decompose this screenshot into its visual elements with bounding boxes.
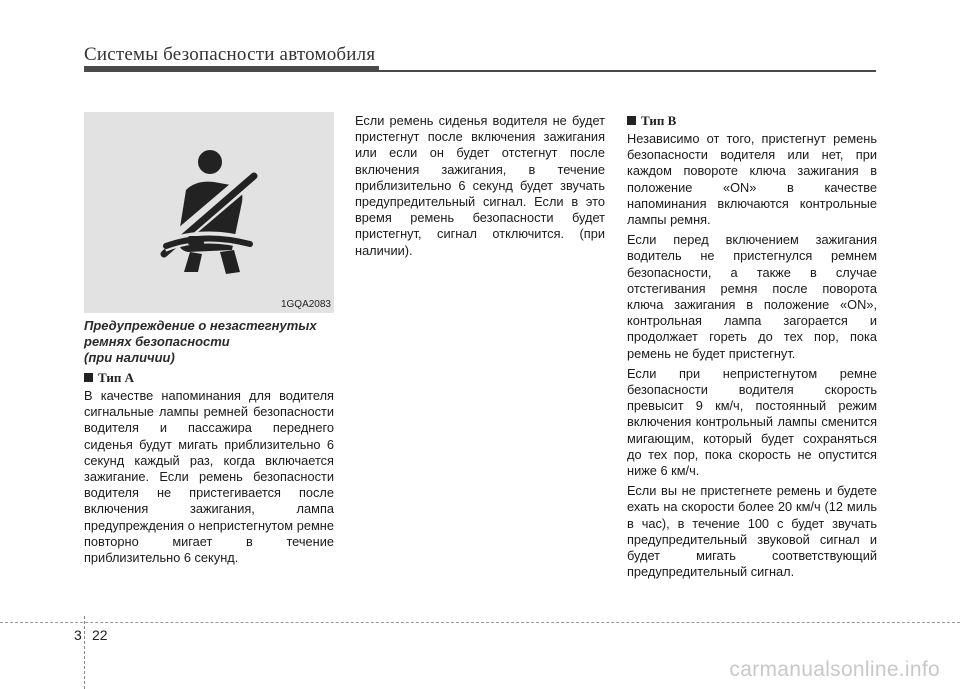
column-middle	[355, 113, 605, 263]
seatbelt-figure	[84, 112, 334, 313]
column-right	[627, 113, 877, 584]
column-left	[84, 318, 334, 570]
warning-title	[84, 318, 334, 366]
type-b-paragraph-3: Если при непристегнутом ремне безопасности водителя скорость превысит 9 км/ч, постоянный режим включения контрольный лампы сменится мигающим, который будет сохраняться до тех пор, пока скорость не опустится ниже 6 км/ч.	[627, 365, 877, 479]
page-number: 22	[92, 627, 108, 643]
warning-title-line3: (при наличии)	[84, 350, 175, 365]
header-rule-thin	[379, 70, 876, 72]
seatbelt-warning-icon	[84, 112, 334, 313]
type-b-paragraph-4: Если вы не пристегнете ремень и будете ехать на скорости более 20 км/ч (12 миль в час), в течение 100 с будет звучать предупредительный звуковой сигнал и будет мигать соответствующий предупредительный сигнал.	[627, 483, 877, 580]
type-a-heading-text: Тип A	[98, 370, 134, 385]
warning-title-line2: ремнях безопасности	[84, 334, 230, 349]
footer-rule	[0, 622, 960, 623]
type-b-paragraph-1: Независимо от того, пристегнут ремень безопасности водителя или нет, при каждом повороте ключа зажигания в положение «ON» в качестве напоминания включаются контрольные лампы ремня.	[627, 131, 877, 228]
chapter-number: 3	[74, 627, 82, 643]
type-b-heading-text: Тип B	[641, 113, 677, 128]
column2-paragraph: Если ремень сиденья водителя не будет пристегнут после включения зажигания или если он будет отстегнут после включения зажигания, в течение приблизительно 6 секунд будет звучать предупредительный сигнал. Если в это время ремень безопасности будет пристегнут, сигнал отключится. (при наличии).	[355, 113, 605, 258]
warning-title-line1: Предупреждение о незастегнутых	[84, 318, 317, 333]
footer-divider	[84, 616, 85, 689]
type-b-paragraph-2: Если перед включением зажигания водитель не пристегнулся ремнем безопасности, а также в случае отстегивания ремня после поворота ключа зажигания в положение «ON», контрольная лампа загорается и продолжает гореть до тех пор, пока ремень не будет пристегнут.	[627, 232, 877, 361]
type-a-heading	[84, 370, 334, 386]
figure-code: 1GQA2083	[280, 299, 331, 310]
section-title: Системы безопасности автомобиля	[84, 44, 376, 65]
type-b-heading	[627, 113, 877, 129]
header-rule-thick	[84, 66, 379, 72]
type-a-paragraph: В качестве напоминания для водителя сигнальные лампы ремней безопасности водителя и пассажира переднего сиденья будут мигать приблизительно 6 секунд каждый раз, когда включается зажигание. Если ремень безопасности водителя не пристегивается после включения зажигания, лампа предупреждения о непристегнутом ремне повторно мигает в течение приблизительно 6 секунд.	[84, 388, 334, 566]
bullet-square-icon	[627, 116, 636, 125]
watermark: carmanualsonline.info	[729, 658, 940, 681]
bullet-square-icon	[84, 373, 93, 382]
